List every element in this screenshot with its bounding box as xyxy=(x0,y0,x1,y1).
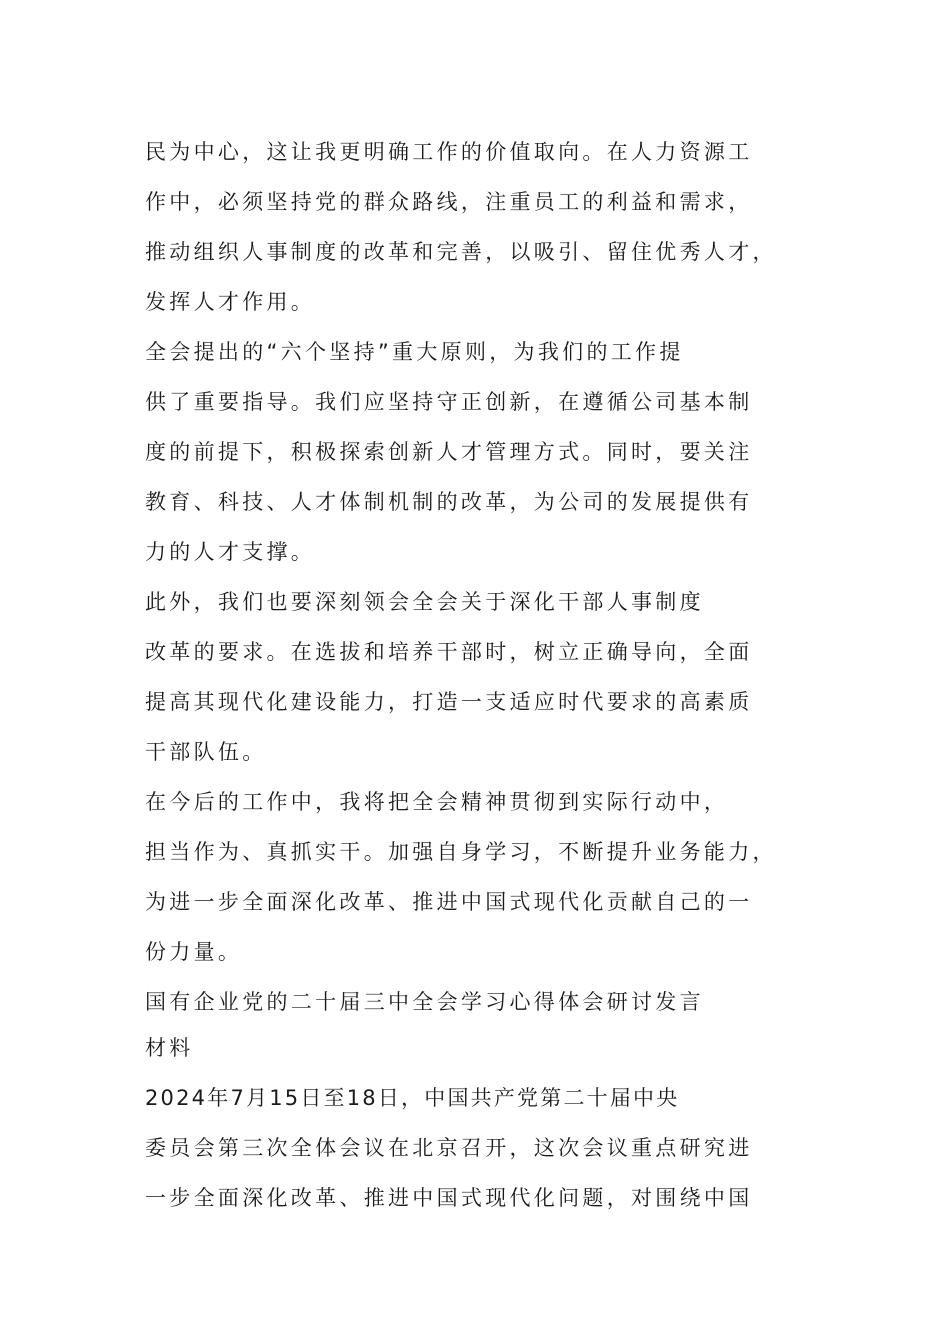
text-line: 发挥人才作用。 xyxy=(145,290,316,314)
text-line: 全会提出的“六个坚持”重大原则，为我们的工作提 xyxy=(145,340,684,364)
section-title: 材料 xyxy=(145,1036,194,1060)
text-line: 一步全面深化改革、推进中国式现代化问题，对围绕中国 xyxy=(145,1186,753,1210)
text-line: 为进一步全面深化改革、推进中国式现代化贡献自己的一 xyxy=(145,890,753,914)
text-line: 在今后的工作中，我将把全会精神贯彻到实际行动中， xyxy=(145,790,729,814)
text-line: 此外，我们也要深刻领会全会关于深化干部人事制度 xyxy=(145,590,704,614)
text-line: 委员会第三次全体会议在北京召开，这次会议重点研究进 xyxy=(145,1136,753,1160)
text-line: 提高其现代化建设能力，打造一支适应时代要求的高素质 xyxy=(145,690,753,714)
text-line: 推动组织人事制度的改革和完善，以吸引、留住优秀人才， xyxy=(145,240,777,264)
text-line: 干部队伍。 xyxy=(145,740,267,764)
text-line: 教育、科技、人才体制机制的改革，为公司的发展提供有 xyxy=(145,490,753,514)
section-title: 国有企业党的二十届三中全会学习心得体会研讨发言 xyxy=(145,990,704,1014)
text-line: 作中，必须坚持党的群众路线，注重员工的利益和需求， xyxy=(145,190,753,214)
text-line: 民为中心，这让我更明确工作的价值取向。在人力资源工 xyxy=(145,140,753,164)
text-line: 2024年7月15日至18日，中国共产党第二十届中央 xyxy=(145,1086,680,1110)
text-line: 改革的要求。在选拔和培养干部时，树立正确导向，全面 xyxy=(145,640,753,664)
text-line: 度的前提下，积极探索创新人才管理方式。同时，要关注 xyxy=(145,440,753,464)
text-line: 供了重要指导。我们应坚持守正创新，在遵循公司基本制 xyxy=(145,390,753,414)
text-line: 力的人才支撑。 xyxy=(145,540,316,564)
text-line: 担当作为、真抓实干。加强自身学习，不断提升业务能力， xyxy=(145,840,777,864)
text-line: 份力量。 xyxy=(145,940,243,964)
